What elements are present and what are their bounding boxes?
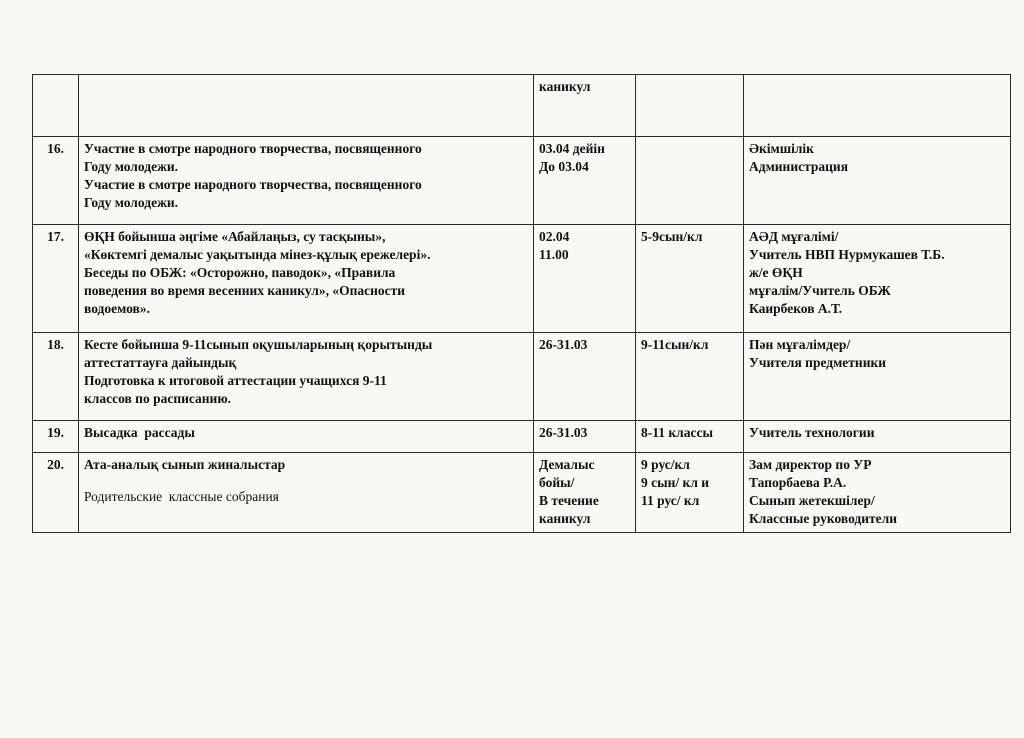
responsible-line: Учителя предметники	[749, 355, 887, 370]
date-cell	[534, 333, 636, 421]
date-cell	[534, 225, 636, 333]
class-cell	[636, 453, 744, 533]
date-line: 02.04	[539, 229, 570, 244]
class-line: 5-9сын/кл	[641, 229, 703, 244]
date-line: бойы/	[539, 475, 575, 490]
responsible-cell	[744, 333, 1011, 421]
event-plan-table	[32, 74, 1011, 533]
responsible-cell	[744, 225, 1011, 333]
responsible-line: Классные руководители	[749, 511, 898, 526]
class-line: 9 рус/кл	[641, 457, 690, 472]
class-cell	[636, 421, 744, 453]
class-cell	[636, 137, 744, 225]
event-line: водоемов».	[84, 301, 150, 316]
table-row	[33, 333, 1011, 421]
event-line: Участие в смотре народного творчества, посвященного	[84, 141, 422, 156]
row-number-cell: 19.	[33, 421, 79, 453]
event-line: Участие в смотре народного творчества, посвященного	[84, 177, 422, 192]
event-line: классов по расписанию.	[84, 391, 232, 406]
event-cell	[79, 333, 534, 421]
responsible-line: Сынып жетекшілер/	[749, 493, 875, 508]
event-line: поведения во время весенних каникул», «Опасности	[84, 283, 406, 298]
event-line: Ата-аналық сынып жиналыстар	[84, 457, 286, 472]
event-line: Высадка рассады	[84, 425, 195, 440]
responsible-line: ж/е ӨҚН	[749, 265, 803, 280]
responsible-line: Пән мұғалімдер/	[749, 337, 851, 352]
row-number-cell	[33, 75, 79, 137]
date-line: 11.00	[539, 247, 569, 262]
date-line: До 03.04	[539, 159, 589, 174]
responsible-line: Тапорбаева Р.А.	[749, 475, 847, 490]
responsible-line: АӘД мұғалімі/	[749, 229, 839, 244]
row-number-cell: 17.	[33, 225, 79, 333]
responsible-cell	[744, 75, 1011, 137]
event-cell	[79, 421, 534, 453]
event-line: Подготовка к итоговой аттестации учащихся 9-11	[84, 373, 387, 388]
class-cell	[636, 75, 744, 137]
row-number-cell: 16.	[33, 137, 79, 225]
class-line: 9 сын/ кл и	[641, 475, 710, 490]
date-line: каникул	[539, 79, 591, 94]
responsible-line: Учитель НВП Нурмукашев Т.Б.	[749, 247, 945, 262]
event-cell	[79, 137, 534, 225]
class-line: 8-11 классы	[641, 425, 714, 440]
responsible-line: Зам директор по УР	[749, 457, 872, 472]
class-line: 11 рус/ кл	[641, 493, 700, 508]
event-line: ӨҚН бойынша әңгіме «Абайлаңыз, су тасқыны»,	[84, 229, 386, 244]
event-cell	[79, 75, 534, 137]
date-line: В течение	[539, 493, 599, 508]
date-line: 03.04 дейін	[539, 141, 605, 156]
row-number-cell: 20.	[33, 453, 79, 533]
event-cell	[79, 225, 534, 333]
responsible-cell	[744, 453, 1011, 533]
date-cell	[534, 453, 636, 533]
table-row	[33, 75, 1011, 137]
responsible-line: Әкімшілік	[749, 141, 814, 156]
event-line: аттестаттауға дайындық	[84, 355, 237, 370]
class-line: 9-11сын/кл	[641, 337, 709, 352]
responsible-line: Каирбеков А.Т.	[749, 301, 843, 316]
class-cell	[636, 225, 744, 333]
responsible-cell	[744, 137, 1011, 225]
date-cell	[534, 421, 636, 453]
date-cell	[534, 137, 636, 225]
class-cell	[636, 333, 744, 421]
responsible-line: мұғалім/Учитель ОБЖ	[749, 283, 891, 298]
event-cell	[79, 453, 534, 533]
event-line: Беседы по ОБЖ: «Осторожно, паводок», «Правила	[84, 265, 396, 280]
table-row	[33, 453, 1011, 533]
table-row	[33, 137, 1011, 225]
event-line: «Көктемгі демалыс уақытында мінез-құлық ережелері».	[84, 247, 431, 262]
date-line: 26-31.03	[539, 337, 588, 352]
responsible-line: Администрация	[749, 159, 849, 174]
responsible-cell	[744, 421, 1011, 453]
event-line: Году молодежи.	[84, 195, 179, 210]
date-line: каникул	[539, 511, 591, 526]
event-line: Родительские классные собрания	[84, 489, 279, 504]
row-number-cell: 18.	[33, 333, 79, 421]
responsible-line: Учитель технологии	[749, 425, 875, 440]
date-line: 26-31.03	[539, 425, 588, 440]
date-cell	[534, 75, 636, 137]
table-row	[33, 421, 1011, 453]
event-line: Году молодежи.	[84, 159, 179, 174]
event-line: Кесте бойынша 9-11сынып оқушыларының қорытынды	[84, 337, 433, 352]
date-line: Демалыс	[539, 457, 595, 472]
table-row	[33, 225, 1011, 333]
